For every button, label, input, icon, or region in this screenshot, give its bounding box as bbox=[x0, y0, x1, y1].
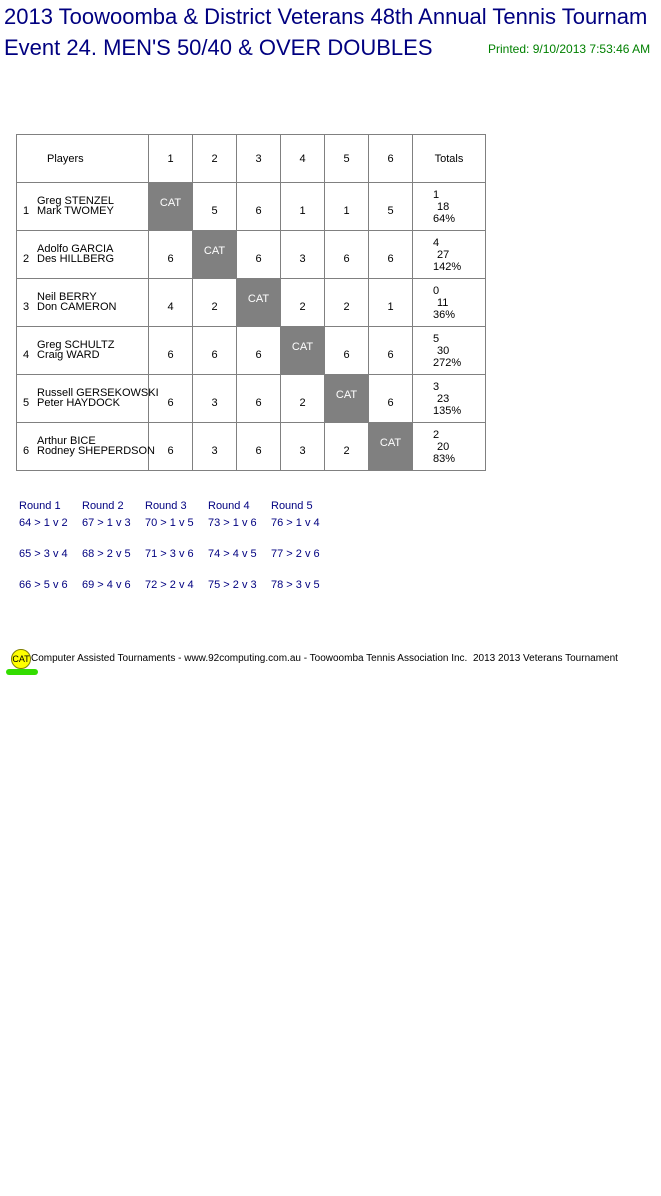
round-robin-grid bbox=[16, 134, 486, 471]
round-heading: Round 3 bbox=[145, 500, 187, 512]
team-cell bbox=[17, 327, 149, 375]
totals-cell bbox=[413, 279, 486, 327]
column-header-2: 2 bbox=[193, 135, 237, 183]
score-cell: 2 bbox=[281, 279, 325, 327]
player-name: Don CAMERON bbox=[37, 301, 117, 313]
score-cell: 5 bbox=[193, 183, 237, 231]
score-cell: 6 bbox=[149, 231, 193, 279]
score-cell: 1 bbox=[281, 183, 325, 231]
score-cell: 2 bbox=[325, 423, 369, 471]
score-cell: 3 bbox=[281, 231, 325, 279]
score-cell: 1 bbox=[325, 183, 369, 231]
round-heading: Round 1 bbox=[19, 500, 61, 512]
footer-credit: Computer Assisted Tournaments - www.92computing.com.au - Toowoomba Tennis Association Inc. bbox=[31, 653, 468, 664]
cat-cell: CAT bbox=[237, 279, 281, 327]
score-cell: 5 bbox=[369, 183, 413, 231]
score-cell: 2 bbox=[281, 375, 325, 423]
tournament-title: 2013 Toowoomba & District Veterans 48th Annual Tennis Tournam bbox=[4, 4, 648, 29]
event-title: Event 24. MEN'S 50/40 & OVER DOUBLES bbox=[4, 35, 433, 60]
score-cell: 6 bbox=[325, 327, 369, 375]
column-header-4: 4 bbox=[281, 135, 325, 183]
score-cell: 1 bbox=[369, 279, 413, 327]
match-entry: 64 > 1 v 2 bbox=[19, 517, 68, 529]
score-cell: 6 bbox=[193, 327, 237, 375]
score-cell: 6 bbox=[237, 183, 281, 231]
match-entry: 78 > 3 v 5 bbox=[271, 579, 320, 591]
player-name: Greg STENZEL bbox=[37, 195, 115, 207]
row-number: 1 bbox=[23, 205, 30, 217]
player-name: Rodney SHEPERDSON bbox=[37, 445, 155, 457]
round-heading: Round 4 bbox=[208, 500, 250, 512]
player-name: Mark TWOMEY bbox=[37, 205, 114, 217]
match-entry: 66 > 5 v 6 bbox=[19, 579, 68, 591]
match-entry: 67 > 1 v 3 bbox=[82, 517, 131, 529]
totals-cell bbox=[413, 327, 486, 375]
score-cell: 6 bbox=[149, 375, 193, 423]
cat-cell: CAT bbox=[193, 231, 237, 279]
players-header: Players bbox=[17, 135, 149, 183]
table-row bbox=[17, 279, 486, 327]
cat-cell: CAT bbox=[369, 423, 413, 471]
wins-total: 4 bbox=[433, 236, 440, 249]
footer-event-name: 2013 2013 Veterans Tournament bbox=[473, 653, 618, 664]
table-row bbox=[17, 327, 486, 375]
totals-cell bbox=[413, 423, 486, 471]
player-name: Greg SCHULTZ bbox=[37, 339, 115, 351]
player-name: Neil BERRY bbox=[37, 291, 97, 303]
games-total: 11 bbox=[437, 296, 449, 309]
games-total: 18 bbox=[437, 200, 450, 213]
row-number: 6 bbox=[23, 445, 30, 457]
score-cell: 6 bbox=[369, 327, 413, 375]
match-entry: 74 > 4 v 5 bbox=[208, 548, 257, 560]
player-name: Des HILLBERG bbox=[37, 253, 115, 265]
cat-cell: CAT bbox=[281, 327, 325, 375]
row-number: 2 bbox=[23, 253, 30, 265]
table-row bbox=[17, 423, 486, 471]
row-number: 4 bbox=[23, 349, 30, 361]
percentage: 142% bbox=[433, 260, 462, 273]
score-cell: 6 bbox=[369, 375, 413, 423]
score-cell: 3 bbox=[281, 423, 325, 471]
match-entry: 71 > 3 v 6 bbox=[145, 548, 194, 560]
cat-cell: CAT bbox=[325, 375, 369, 423]
games-total: 27 bbox=[437, 248, 450, 261]
wins-total: 5 bbox=[433, 332, 440, 345]
score-cell: 3 bbox=[193, 423, 237, 471]
match-entry: 69 > 4 v 6 bbox=[82, 579, 131, 591]
totals-cell bbox=[413, 183, 486, 231]
column-header-1: 1 bbox=[149, 135, 193, 183]
row-number: 3 bbox=[23, 301, 30, 313]
printed-timestamp: Printed: 9/10/2013 7:53:46 AM bbox=[488, 42, 651, 56]
games-total: 23 bbox=[437, 392, 450, 405]
column-header-5: 5 bbox=[325, 135, 369, 183]
percentage: 272% bbox=[433, 356, 462, 369]
logo-underline bbox=[6, 669, 38, 675]
match-entry: 76 > 1 v 4 bbox=[271, 517, 320, 529]
score-cell: 6 bbox=[237, 327, 281, 375]
percentage: 135% bbox=[433, 404, 462, 417]
team-cell bbox=[17, 279, 149, 327]
score-cell: 6 bbox=[237, 375, 281, 423]
score-cell: 2 bbox=[193, 279, 237, 327]
score-cell: 6 bbox=[237, 231, 281, 279]
wins-total: 3 bbox=[433, 380, 440, 393]
round-heading: Round 5 bbox=[271, 500, 313, 512]
player-name: Adolfo GARCIA bbox=[37, 243, 114, 255]
column-header-3: 3 bbox=[237, 135, 281, 183]
score-cell: 6 bbox=[149, 327, 193, 375]
cat-cell: CAT bbox=[149, 183, 193, 231]
match-entry: 72 > 2 v 4 bbox=[145, 579, 194, 591]
score-cell: 4 bbox=[149, 279, 193, 327]
score-cell: 6 bbox=[149, 423, 193, 471]
percentage: 36% bbox=[433, 308, 456, 321]
table-row bbox=[17, 183, 486, 231]
match-entry: 65 > 3 v 4 bbox=[19, 548, 68, 560]
player-name: Craig WARD bbox=[37, 349, 100, 361]
match-entry: 73 > 1 v 6 bbox=[208, 517, 257, 529]
wins-total: 0 bbox=[433, 284, 440, 297]
percentage: 64% bbox=[433, 212, 456, 225]
player-name: Arthur BICE bbox=[37, 435, 96, 447]
team-cell bbox=[17, 183, 149, 231]
totals-cell bbox=[413, 231, 486, 279]
match-entry: 68 > 2 v 5 bbox=[82, 548, 131, 560]
score-cell: 6 bbox=[325, 231, 369, 279]
score-cell: 6 bbox=[369, 231, 413, 279]
match-entry: 77 > 2 v 6 bbox=[271, 548, 320, 560]
row-number: 5 bbox=[23, 397, 30, 409]
games-total: 20 bbox=[437, 440, 450, 453]
grid-header-row bbox=[17, 135, 486, 183]
percentage: 83% bbox=[433, 452, 456, 465]
score-cell: 6 bbox=[237, 423, 281, 471]
table-row bbox=[17, 375, 486, 423]
wins-total: 2 bbox=[433, 428, 440, 441]
match-entry: 75 > 2 v 3 bbox=[208, 579, 257, 591]
page-footer bbox=[8, 646, 648, 678]
totals-header: Totals bbox=[413, 135, 486, 183]
player-name: Russell GERSEKOWSKI bbox=[37, 387, 159, 399]
cat-logo-icon: CAT bbox=[11, 649, 31, 669]
match-entry: 70 > 1 v 5 bbox=[145, 517, 194, 529]
games-total: 30 bbox=[437, 344, 450, 357]
table-row bbox=[17, 231, 486, 279]
player-name: Peter HAYDOCK bbox=[37, 397, 120, 409]
wins-total: 1 bbox=[433, 188, 440, 201]
totals-cell bbox=[413, 375, 486, 423]
team-cell bbox=[17, 231, 149, 279]
round-heading: Round 2 bbox=[82, 500, 124, 512]
column-header-6: 6 bbox=[369, 135, 413, 183]
team-cell bbox=[17, 423, 155, 471]
team-cell bbox=[17, 375, 159, 423]
score-cell: 2 bbox=[325, 279, 369, 327]
score-cell: 3 bbox=[193, 375, 237, 423]
